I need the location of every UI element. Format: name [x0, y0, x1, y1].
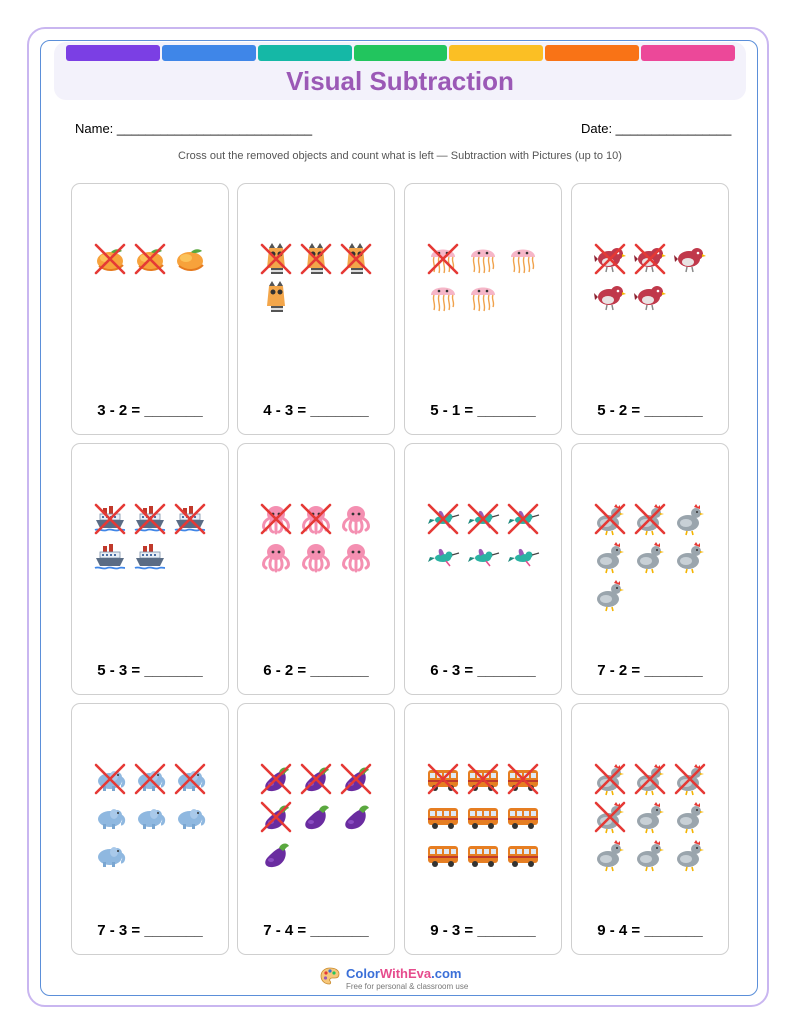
- stripe-1: [66, 45, 160, 61]
- chicken-icon[interactable]: [673, 762, 707, 796]
- cross-out-mark: [133, 502, 167, 536]
- chicken-icon[interactable]: [673, 502, 707, 536]
- cross-out-mark: [259, 762, 293, 796]
- cross-out-mark: [133, 242, 167, 276]
- object-group: [572, 242, 728, 314]
- bird-icon[interactable]: [593, 242, 627, 276]
- problem-card: [71, 703, 229, 955]
- cross-out-mark: [259, 242, 293, 276]
- elephant-icon[interactable]: [93, 800, 127, 834]
- hummingbird-icon[interactable]: [506, 502, 540, 536]
- octopus-icon[interactable]: [259, 502, 293, 536]
- bus-icon[interactable]: [426, 762, 460, 796]
- problem-card: [404, 703, 562, 955]
- object-row: [426, 502, 540, 536]
- eggplant-icon[interactable]: [339, 762, 373, 796]
- elephant-icon[interactable]: [173, 800, 207, 834]
- eggplant-icon[interactable]: [299, 762, 333, 796]
- cross-out-mark: [93, 242, 127, 276]
- bird-icon[interactable]: [593, 280, 627, 314]
- ship-icon[interactable]: [93, 540, 127, 574]
- mango-icon[interactable]: [173, 242, 207, 276]
- elephant-icon[interactable]: [133, 762, 167, 796]
- elephant-icon[interactable]: [133, 800, 167, 834]
- object-group: [72, 502, 228, 574]
- cross-out-mark: [466, 762, 500, 796]
- object-row: [426, 540, 540, 574]
- jellyfish-icon[interactable]: [426, 280, 460, 314]
- problem-card: [571, 703, 729, 955]
- object-group: [405, 242, 561, 314]
- object-row: [426, 762, 540, 796]
- hummingbird-icon[interactable]: [466, 540, 500, 574]
- instructions: Cross out the removed objects and count what is left — Subtraction with Pictures (up to 10): [178, 150, 622, 162]
- stripe-6: [545, 45, 639, 61]
- problem-card: [404, 183, 562, 435]
- brand-tagline: Free for personal & classroom use: [346, 982, 469, 991]
- octopus-icon[interactable]: [339, 502, 373, 536]
- elephant-icon[interactable]: [93, 838, 127, 872]
- object-row: [426, 242, 540, 276]
- cross-out-mark: [299, 242, 333, 276]
- eggplant-icon[interactable]: [259, 838, 293, 872]
- equation[interactable]: 5 - 3 = _______: [97, 662, 203, 679]
- brand-name: ColorWithEva.com: [346, 966, 462, 981]
- ship-icon[interactable]: [133, 540, 167, 574]
- bird-icon[interactable]: [673, 242, 707, 276]
- cross-out-mark: [633, 762, 667, 796]
- chicken-icon[interactable]: [593, 762, 627, 796]
- raccoon-icon[interactable]: [259, 280, 293, 314]
- ship-icon[interactable]: [133, 502, 167, 536]
- chicken-icon[interactable]: [633, 838, 667, 872]
- color-stripes: [66, 45, 735, 61]
- equation[interactable]: 5 - 2 = _______: [597, 402, 703, 419]
- object-row: [93, 540, 207, 574]
- object-row: [93, 242, 207, 276]
- cross-out-mark: [299, 762, 333, 796]
- chicken-icon[interactable]: [593, 838, 627, 872]
- octopus-icon[interactable]: [339, 540, 373, 574]
- chicken-icon[interactable]: [593, 578, 627, 612]
- stripe-7: [641, 45, 735, 61]
- object-group: [238, 242, 394, 314]
- equation[interactable]: 3 - 2 = _______: [97, 402, 203, 419]
- raccoon-icon[interactable]: [259, 242, 293, 276]
- object-row: [426, 280, 540, 314]
- jellyfish-icon[interactable]: [466, 280, 500, 314]
- cross-out-mark: [466, 502, 500, 536]
- object-row: [593, 762, 707, 796]
- elephant-icon[interactable]: [93, 762, 127, 796]
- cross-out-mark: [93, 502, 127, 536]
- cross-out-mark: [593, 762, 627, 796]
- chicken-icon[interactable]: [593, 502, 627, 536]
- chicken-icon[interactable]: [633, 800, 667, 834]
- cross-out-mark: [633, 242, 667, 276]
- object-row: [259, 242, 373, 276]
- cross-out-mark: [259, 502, 293, 536]
- stripe-4: [354, 45, 448, 61]
- object-row: [593, 838, 707, 872]
- object-group: [72, 242, 228, 276]
- hummingbird-icon[interactable]: [466, 502, 500, 536]
- cross-out-mark: [173, 762, 207, 796]
- chicken-icon[interactable]: [633, 540, 667, 574]
- chicken-icon[interactable]: [633, 502, 667, 536]
- object-row: [93, 838, 207, 872]
- cross-out-mark: [339, 242, 373, 276]
- cross-out-mark: [259, 800, 293, 834]
- hummingbird-icon[interactable]: [506, 540, 540, 574]
- object-row: [593, 502, 707, 536]
- cross-out-mark: [593, 800, 627, 834]
- problem-card: [237, 443, 395, 695]
- bus-icon[interactable]: [426, 800, 460, 834]
- problem-card: [571, 183, 729, 435]
- cross-out-mark: [426, 762, 460, 796]
- mango-icon[interactable]: [93, 242, 127, 276]
- stripe-2: [162, 45, 256, 61]
- cross-out-mark: [593, 242, 627, 276]
- object-row: [259, 800, 373, 834]
- cross-out-mark: [426, 242, 460, 276]
- bird-icon[interactable]: [633, 242, 667, 276]
- problem-card: [71, 183, 229, 435]
- equation[interactable]: 7 - 2 = _______: [597, 662, 703, 679]
- bus-icon[interactable]: [466, 762, 500, 796]
- equation[interactable]: 5 - 1 = _______: [430, 402, 536, 419]
- name-field-label: Name: ___________________________: [75, 121, 313, 136]
- object-group: [72, 762, 228, 872]
- palette-icon: [320, 966, 340, 986]
- problem-card: [237, 703, 395, 955]
- hummingbird-icon[interactable]: [426, 540, 460, 574]
- equation[interactable]: 7 - 3 = _______: [97, 922, 203, 939]
- bird-icon[interactable]: [633, 280, 667, 314]
- object-row: [593, 578, 707, 612]
- chicken-icon[interactable]: [673, 800, 707, 834]
- object-row: [259, 540, 373, 574]
- problem-card: [404, 443, 562, 695]
- cross-out-mark: [506, 502, 540, 536]
- jellyfish-icon[interactable]: [506, 242, 540, 276]
- chicken-icon[interactable]: [593, 800, 627, 834]
- stripe-5: [449, 45, 543, 61]
- mango-icon[interactable]: [133, 242, 167, 276]
- object-row: [593, 540, 707, 574]
- object-row: [259, 762, 373, 796]
- object-row: [593, 800, 707, 834]
- cross-out-mark: [173, 502, 207, 536]
- cross-out-mark: [506, 762, 540, 796]
- cross-out-mark: [593, 502, 627, 536]
- bus-icon[interactable]: [506, 838, 540, 872]
- bus-icon[interactable]: [426, 838, 460, 872]
- eggplant-icon[interactable]: [299, 800, 333, 834]
- object-row: [93, 800, 207, 834]
- equation[interactable]: 7 - 4 = _______: [263, 922, 369, 939]
- bus-icon[interactable]: [466, 838, 500, 872]
- eggplant-icon[interactable]: [259, 762, 293, 796]
- equation[interactable]: 4 - 3 = _______: [263, 402, 369, 419]
- object-row: [259, 280, 373, 314]
- object-row: [259, 502, 373, 536]
- object-row: [93, 502, 207, 536]
- chicken-icon[interactable]: [673, 838, 707, 872]
- object-group: [572, 762, 728, 872]
- stripe-3: [258, 45, 352, 61]
- octopus-icon[interactable]: [299, 502, 333, 536]
- elephant-icon[interactable]: [173, 762, 207, 796]
- page-title: Visual Subtraction: [286, 66, 514, 96]
- cross-out-mark: [339, 762, 373, 796]
- object-group: [572, 502, 728, 612]
- ship-icon[interactable]: [173, 502, 207, 536]
- cross-out-mark: [426, 502, 460, 536]
- jellyfish-icon[interactable]: [466, 242, 500, 276]
- hummingbird-icon[interactable]: [426, 502, 460, 536]
- object-row: [259, 838, 373, 872]
- equation[interactable]: 6 - 2 = _______: [263, 662, 369, 679]
- equation[interactable]: 9 - 4 = _______: [597, 922, 703, 939]
- object-row: [426, 838, 540, 872]
- cross-out-mark: [633, 502, 667, 536]
- object-group: [238, 762, 394, 872]
- object-row: [593, 242, 707, 276]
- object-row: [426, 800, 540, 834]
- problem-card: [237, 183, 395, 435]
- ship-icon[interactable]: [93, 502, 127, 536]
- cross-out-mark: [299, 502, 333, 536]
- raccoon-icon[interactable]: [299, 242, 333, 276]
- bus-icon[interactable]: [506, 800, 540, 834]
- object-group: [238, 502, 394, 574]
- object-row: [93, 762, 207, 796]
- cross-out-mark: [93, 762, 127, 796]
- object-row: [593, 280, 707, 314]
- eggplant-icon[interactable]: [339, 800, 373, 834]
- cross-out-mark: [673, 762, 707, 796]
- date-field-label: Date: ________________: [581, 121, 732, 136]
- chicken-icon[interactable]: [673, 540, 707, 574]
- equation[interactable]: 6 - 3 = _______: [430, 662, 536, 679]
- jellyfish-icon[interactable]: [426, 242, 460, 276]
- eggplant-icon[interactable]: [259, 800, 293, 834]
- octopus-icon[interactable]: [259, 540, 293, 574]
- octopus-icon[interactable]: [299, 540, 333, 574]
- problem-card: [571, 443, 729, 695]
- object-group: [405, 502, 561, 574]
- bus-icon[interactable]: [506, 762, 540, 796]
- cross-out-mark: [133, 762, 167, 796]
- problem-card: [71, 443, 229, 695]
- raccoon-icon[interactable]: [339, 242, 373, 276]
- bus-icon[interactable]: [466, 800, 500, 834]
- equation[interactable]: 9 - 3 = _______: [430, 922, 536, 939]
- chicken-icon[interactable]: [633, 762, 667, 796]
- chicken-icon[interactable]: [593, 540, 627, 574]
- object-group: [405, 762, 561, 872]
